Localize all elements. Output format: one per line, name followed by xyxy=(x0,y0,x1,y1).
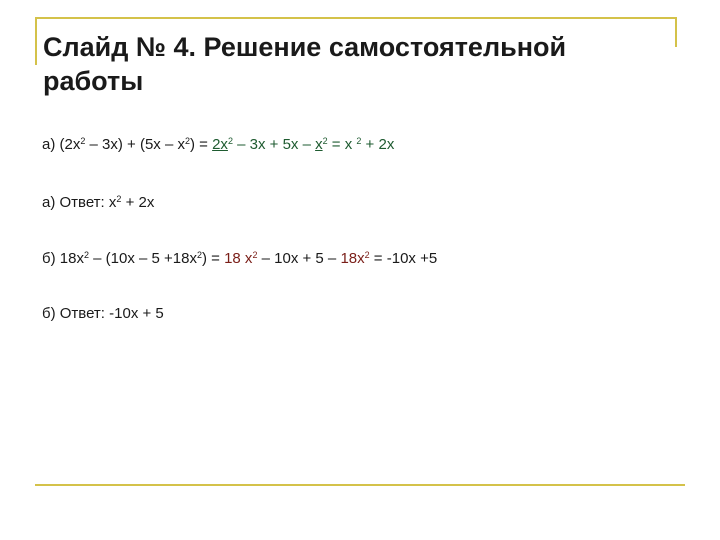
superscript: 2 xyxy=(184,136,190,146)
superscript: 2 xyxy=(196,250,202,260)
text: б) 18х xyxy=(42,250,84,267)
answer-line-a xyxy=(42,194,154,211)
text: = х xyxy=(327,136,357,153)
text: – 3х) + (5х – х xyxy=(85,136,185,153)
frame-bottom-border xyxy=(35,484,685,486)
answer-line-b xyxy=(42,305,164,322)
highlighted-term: 18 х xyxy=(224,250,253,267)
underlined-term: х xyxy=(315,136,323,153)
highlighted-term: 18х xyxy=(340,250,365,267)
superscript: 2 xyxy=(356,136,362,146)
superscript: 2 xyxy=(116,194,122,204)
superscript: 2 xyxy=(364,250,370,260)
text: – (10х – 5 +18х xyxy=(88,250,197,267)
frame-right-border xyxy=(675,17,677,47)
frame-top-border xyxy=(35,17,677,19)
underlined-term: 2х xyxy=(212,136,228,153)
text: а) (2х xyxy=(42,136,81,153)
text: + 2х xyxy=(361,136,395,153)
text: а) Ответ: х xyxy=(42,194,117,211)
text: ) = xyxy=(190,136,213,153)
slide-title: Слайд № 4. Решение самостоятельной работы xyxy=(43,32,567,96)
superscript: 2 xyxy=(80,136,86,146)
text: б) Ответ: -10х + 5 xyxy=(42,305,164,322)
superscript: 2 xyxy=(83,250,89,260)
text: ) = xyxy=(201,250,225,267)
text: = -10х +5 xyxy=(369,250,438,267)
superscript: 2 xyxy=(252,250,258,260)
solution-line-a xyxy=(42,136,394,153)
text: – 3х + 5х – xyxy=(232,136,316,153)
solution-line-b xyxy=(42,250,437,267)
text: + 2х xyxy=(121,194,155,211)
superscript: 2 xyxy=(322,136,328,146)
text: – 10х + 5 – xyxy=(257,250,341,267)
frame-left-border xyxy=(35,17,37,65)
superscript: 2 xyxy=(227,136,233,146)
